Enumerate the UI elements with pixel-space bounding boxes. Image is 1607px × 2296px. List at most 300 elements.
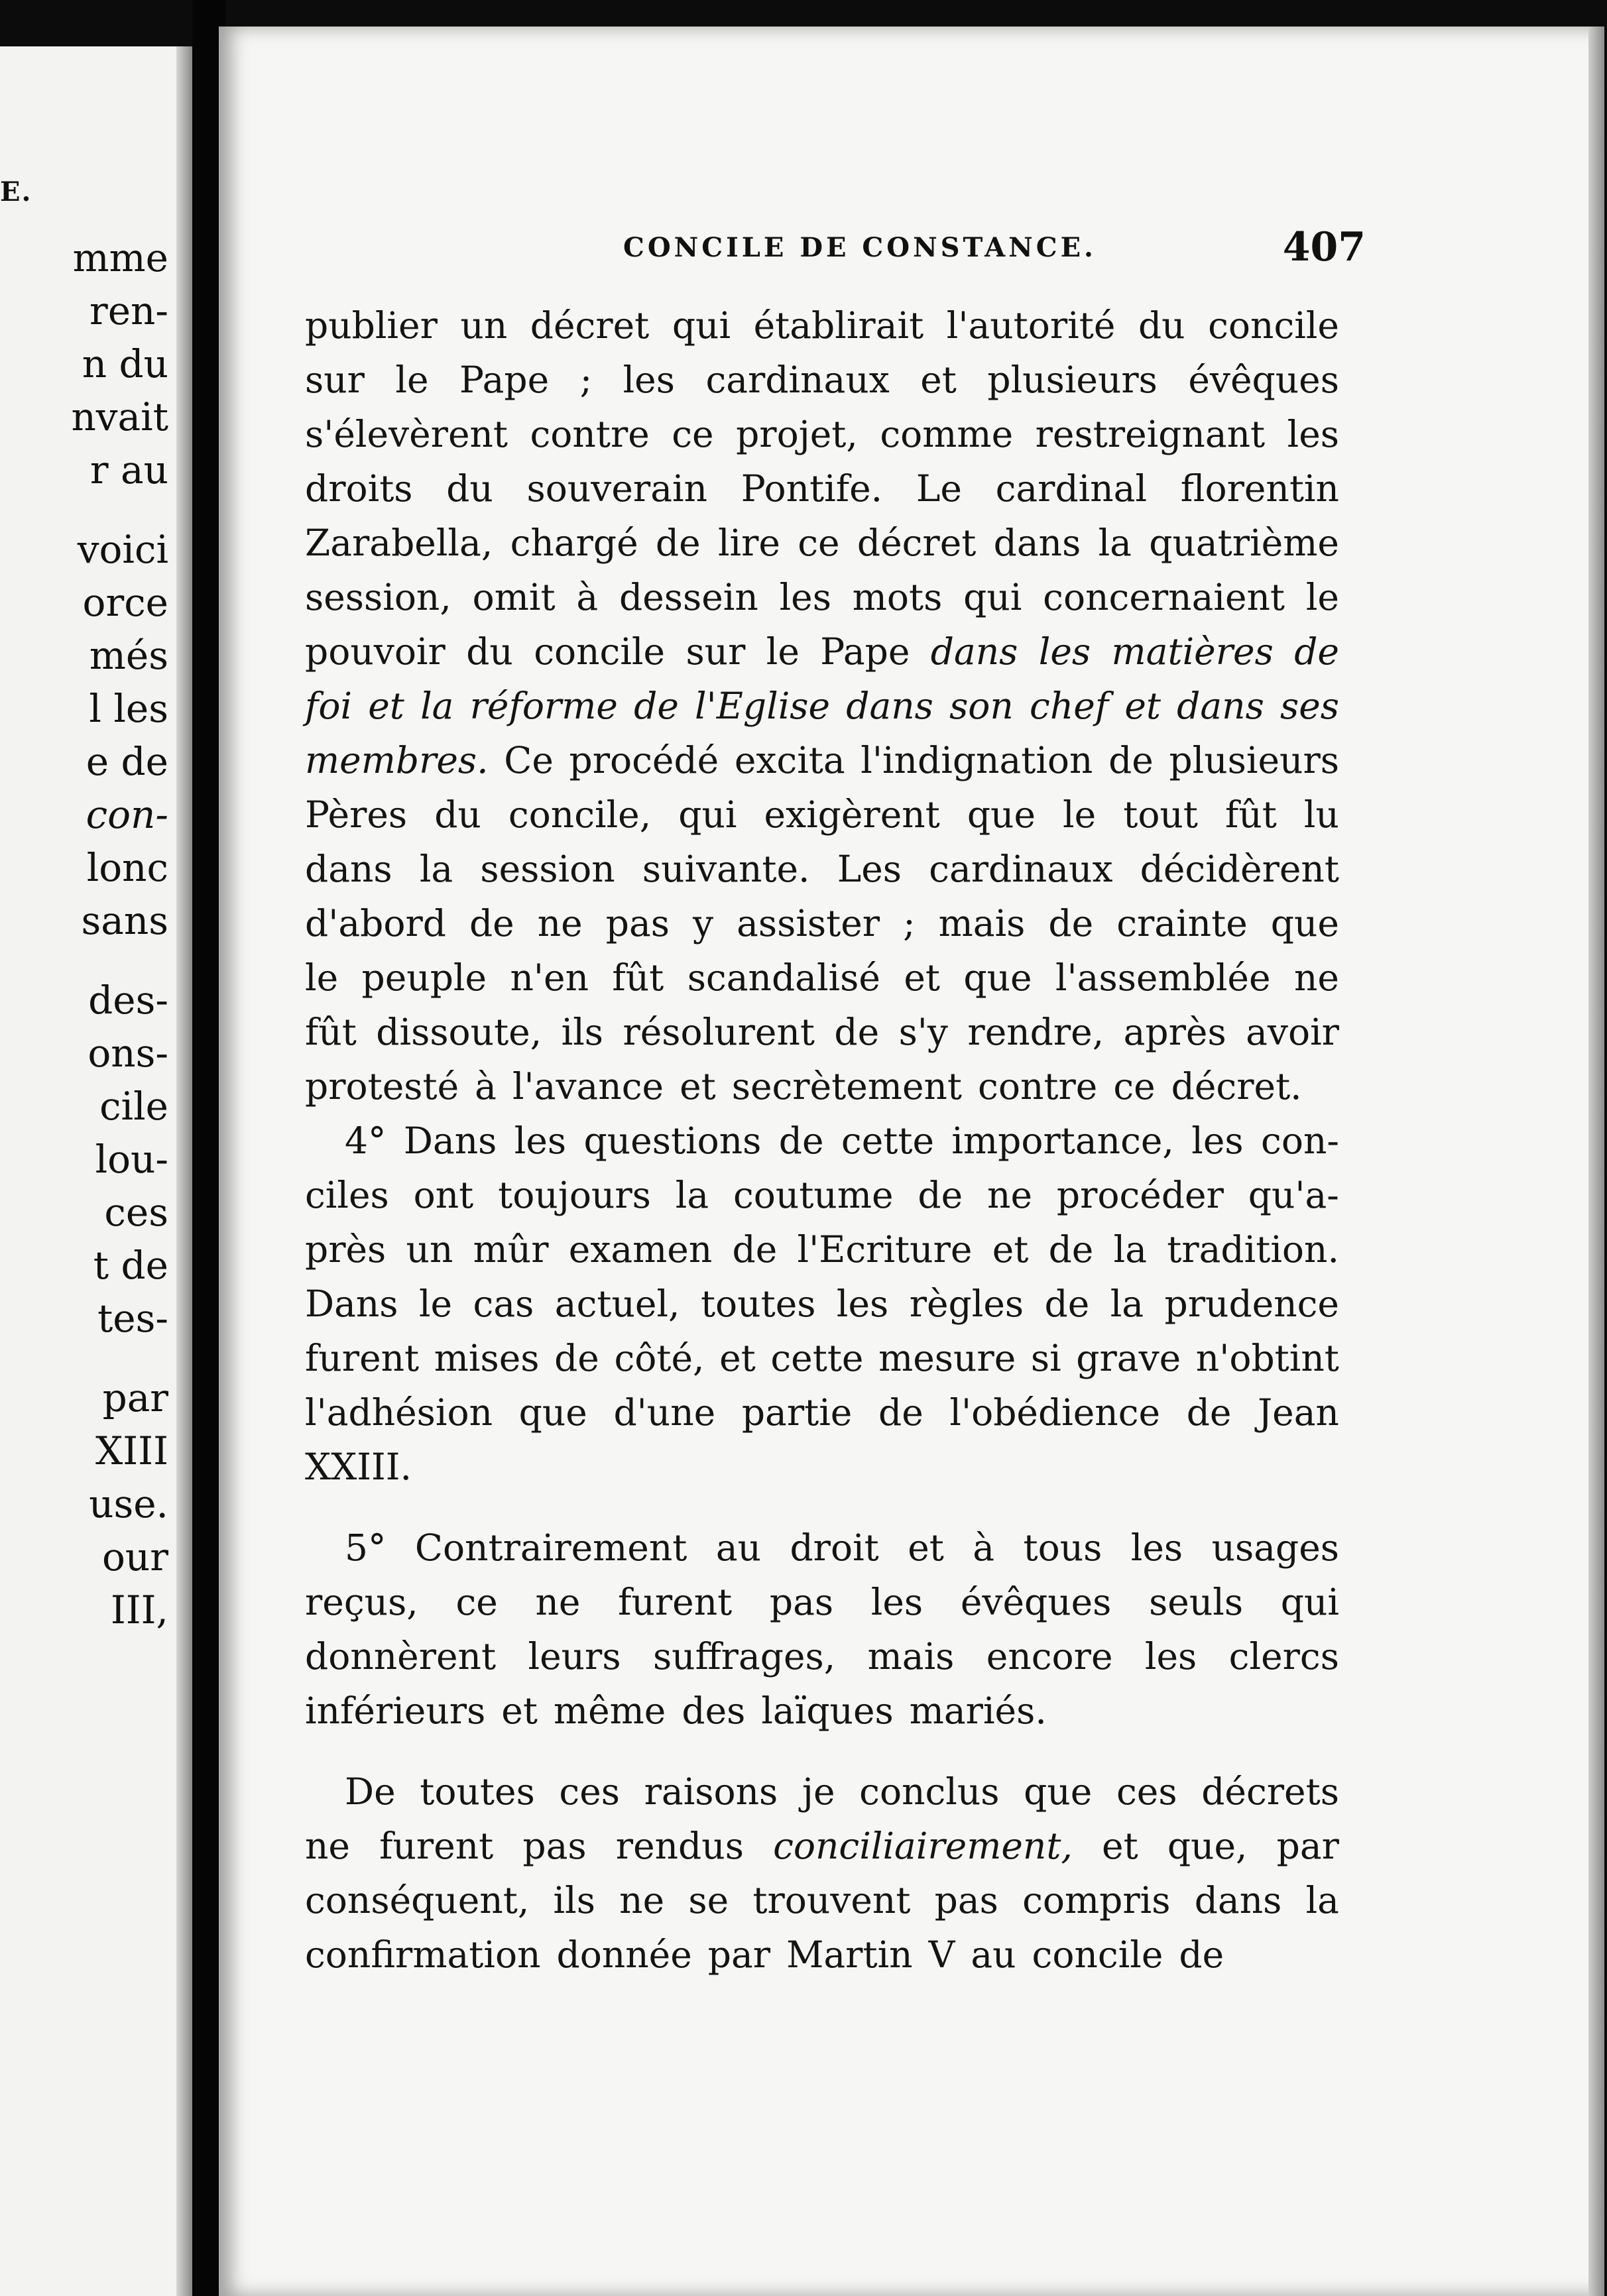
- word: le: [395, 359, 429, 401]
- word: encore: [986, 1635, 1113, 1678]
- book-page: [219, 27, 1604, 2296]
- word: XXIII.: [305, 1446, 412, 1488]
- word: lire: [717, 522, 780, 564]
- word: ils: [553, 1879, 595, 1922]
- word: qui: [672, 304, 731, 347]
- word: un: [460, 304, 508, 347]
- previous-page-gutter: [176, 46, 192, 2296]
- word: ne: [537, 902, 583, 945]
- word: ont: [413, 1174, 474, 1216]
- word: tous: [1023, 1526, 1102, 1569]
- word: et: [501, 1690, 538, 1732]
- text-line: [305, 1521, 1339, 1575]
- word: et: [368, 685, 404, 727]
- word: cette: [841, 1119, 935, 1162]
- word: 5°: [345, 1526, 387, 1569]
- word: le: [1063, 793, 1097, 836]
- text-line: [305, 1764, 1339, 1819]
- word: projet,: [736, 413, 858, 455]
- word: protesté: [305, 1065, 459, 1108]
- word: des: [682, 1690, 746, 1732]
- word: établirait: [753, 304, 924, 347]
- running-title: CONCILE DE CONSTANCE.: [623, 232, 1097, 263]
- word: l'adhésion: [305, 1391, 493, 1434]
- word: l'indignation: [861, 739, 1093, 781]
- word: donnèrent: [305, 1635, 497, 1678]
- word: dans: [305, 848, 392, 890]
- previous-page-fragment: III,: [110, 1587, 168, 1633]
- word: décret: [857, 522, 977, 564]
- word: de: [634, 685, 679, 727]
- word: con-: [1261, 1119, 1339, 1162]
- word: règles: [909, 1283, 1024, 1325]
- word: les: [779, 576, 831, 618]
- word: que: [963, 956, 1032, 999]
- word: décrets: [1201, 1770, 1339, 1813]
- text-line: [305, 1059, 1339, 1114]
- text-line: [305, 787, 1339, 842]
- word: ce: [1113, 1065, 1156, 1108]
- word: mûr: [473, 1228, 549, 1271]
- word: évêques: [1188, 359, 1339, 401]
- previous-page-fragment: use.: [89, 1481, 168, 1526]
- word: que: [1024, 1770, 1093, 1813]
- word: fût: [612, 956, 664, 999]
- word: dans: [1194, 1879, 1282, 1922]
- previous-page-fragment: cile: [99, 1084, 168, 1129]
- word: compris: [1022, 1879, 1171, 1922]
- word: de: [655, 522, 701, 564]
- word: session,: [305, 576, 451, 618]
- word: que: [518, 1391, 587, 1434]
- word: réforme: [469, 685, 618, 727]
- word: que: [967, 793, 1036, 836]
- word: et: [908, 1526, 944, 1569]
- previous-page-fragment: mme: [72, 235, 168, 280]
- word: questions: [583, 1119, 762, 1162]
- text-line: [305, 1168, 1339, 1222]
- word: publier: [305, 304, 438, 347]
- word: qui: [678, 793, 737, 836]
- word: après: [1123, 1011, 1226, 1053]
- word: la: [419, 848, 453, 890]
- word: qui: [963, 576, 1022, 618]
- word: florentin: [1180, 467, 1339, 510]
- word: assister: [737, 902, 880, 945]
- word: un: [406, 1228, 453, 1271]
- previous-page-fragment: tes-: [97, 1296, 168, 1341]
- word: ces: [559, 1770, 620, 1813]
- word: ne: [1293, 956, 1339, 999]
- word: confirmation: [305, 1933, 541, 1976]
- text-line: [305, 1819, 1339, 1873]
- word: plusieurs: [1169, 739, 1339, 781]
- word: par: [707, 1933, 771, 1976]
- word: trouvent: [752, 1879, 911, 1922]
- word: Pape: [820, 630, 910, 673]
- word: usages: [1211, 1526, 1339, 1569]
- word: 4°: [345, 1119, 387, 1162]
- text-line: [305, 298, 1339, 353]
- word: que,: [1167, 1825, 1248, 1867]
- word: n'en: [510, 956, 589, 999]
- previous-page-fragment: lonc: [86, 845, 168, 890]
- word: le: [418, 1283, 453, 1325]
- word: si: [1030, 1337, 1061, 1379]
- word: tradition.: [1167, 1228, 1339, 1271]
- word: ;: [903, 902, 916, 945]
- word: à: [576, 576, 599, 618]
- word: ce: [672, 413, 714, 455]
- word: matières: [1111, 630, 1274, 673]
- word: procéder: [1056, 1174, 1224, 1216]
- previous-page-fragment: r au: [89, 447, 168, 492]
- word: le: [766, 630, 800, 673]
- word: omit: [472, 576, 556, 618]
- page-edge: [1588, 27, 1604, 2296]
- text-line: [305, 461, 1339, 516]
- word: ne: [619, 1879, 665, 1922]
- word: du: [1138, 304, 1185, 347]
- previous-page-fragment: con-: [86, 792, 168, 837]
- word: s'élevèrent: [305, 413, 508, 455]
- word: souverain: [526, 467, 708, 510]
- word: Le: [916, 467, 962, 510]
- word: de: [1048, 902, 1094, 945]
- previous-page-fragment: e de: [86, 739, 168, 784]
- word: examen: [568, 1228, 713, 1271]
- word: y: [692, 902, 714, 945]
- word: cardinaux: [929, 848, 1113, 890]
- word: De: [345, 1770, 396, 1813]
- word: secrètement: [731, 1065, 963, 1108]
- word: d'une: [613, 1391, 716, 1434]
- word: du: [446, 467, 493, 510]
- word: suffrages,: [652, 1635, 836, 1678]
- word: partie: [741, 1391, 853, 1434]
- word: crainte: [1116, 902, 1248, 945]
- word: V: [928, 1933, 955, 1976]
- word: de: [778, 1119, 824, 1162]
- word: dans: [993, 522, 1081, 564]
- word: s'y: [898, 1011, 948, 1053]
- word: conciliairement,: [773, 1825, 1073, 1867]
- previous-page-fragment: par: [102, 1375, 168, 1420]
- body-text: [305, 298, 1339, 1982]
- previous-page-fragment: ons-: [88, 1031, 168, 1076]
- previous-page-fragment: l les: [89, 686, 168, 731]
- word: à: [973, 1526, 995, 1569]
- word: l'Ecriture: [797, 1228, 973, 1271]
- word: rendre,: [967, 1011, 1104, 1053]
- word: Dans: [305, 1283, 398, 1325]
- previous-page-fragment: des-: [88, 978, 168, 1023]
- word: dans: [930, 630, 1018, 673]
- word: que: [1270, 902, 1339, 945]
- text-line: [305, 570, 1339, 624]
- word: se: [688, 1879, 729, 1922]
- previous-page-fragment: n du: [82, 341, 168, 386]
- word: l'Eglise: [695, 685, 831, 727]
- text-line: [305, 1684, 1339, 1738]
- word: Pape: [459, 359, 550, 401]
- word: ;: [579, 359, 593, 401]
- word: le: [305, 956, 339, 999]
- word: décidèrent: [1140, 848, 1339, 890]
- text-line: [305, 1440, 1339, 1494]
- word: restreignant: [1035, 413, 1266, 455]
- word: près: [305, 1228, 387, 1271]
- word: dans: [846, 685, 933, 727]
- previous-page-text: [0, 46, 174, 2296]
- word: son: [949, 685, 1014, 727]
- word: leurs: [528, 1635, 621, 1678]
- word: et: [680, 1065, 716, 1108]
- word: sur: [685, 630, 746, 673]
- word: cas: [473, 1283, 534, 1325]
- text-line: [305, 1005, 1339, 1059]
- word: de: [1108, 739, 1154, 781]
- word: rendus: [615, 1825, 744, 1867]
- word: contre: [530, 413, 650, 455]
- word: de: [1044, 1283, 1090, 1325]
- word: Martin: [786, 1933, 913, 1976]
- word: ces: [1116, 1770, 1177, 1813]
- paragraph-gap: [305, 1738, 1339, 1764]
- word: à: [475, 1065, 497, 1108]
- word: toutes: [700, 1283, 816, 1325]
- word: session: [480, 848, 615, 890]
- word: donnée: [556, 1933, 692, 1976]
- word: ne: [305, 1825, 350, 1867]
- word: du: [466, 630, 513, 673]
- word: suivante.: [642, 848, 810, 890]
- word: fût: [305, 1011, 357, 1053]
- word: raisons: [644, 1770, 778, 1813]
- text-line: [305, 1927, 1339, 1982]
- word: ses: [1280, 685, 1339, 727]
- paragraph-gap: [305, 1494, 1339, 1521]
- word: tout: [1123, 793, 1198, 836]
- word: pas: [605, 902, 670, 945]
- word: les: [1038, 630, 1091, 673]
- word: mesure: [878, 1337, 1016, 1379]
- word: furent: [618, 1581, 733, 1623]
- word: fût: [1225, 793, 1277, 836]
- word: l'avance: [512, 1065, 664, 1108]
- word: chargé: [510, 522, 638, 564]
- word: ne: [987, 1174, 1033, 1216]
- word: lu: [1303, 793, 1339, 836]
- word: laïques: [761, 1690, 894, 1732]
- word: et: [904, 956, 940, 999]
- word: les: [870, 1581, 923, 1623]
- word: je: [802, 1770, 835, 1813]
- previous-page-fragment: our: [102, 1534, 168, 1579]
- word: ce: [455, 1581, 498, 1623]
- word: et: [992, 1228, 1029, 1271]
- word: mariés.: [909, 1690, 1047, 1732]
- word: concile: [1208, 304, 1339, 347]
- word: de: [1048, 1228, 1094, 1271]
- text-line: [305, 1385, 1339, 1440]
- word: mises: [434, 1337, 540, 1379]
- word: seuls: [1149, 1581, 1244, 1623]
- word: résolurent: [623, 1011, 815, 1053]
- word: conséquent,: [305, 1879, 530, 1922]
- word: sur: [305, 359, 365, 401]
- text-line: [305, 1114, 1339, 1168]
- word: pas: [522, 1825, 587, 1867]
- word: grave: [1076, 1337, 1181, 1379]
- word: les: [623, 359, 675, 401]
- word: de: [469, 902, 514, 945]
- word: toutes: [420, 1770, 535, 1813]
- previous-page-fragment: E.: [0, 176, 32, 207]
- word: furent: [305, 1337, 420, 1379]
- word: les: [1130, 1526, 1183, 1569]
- word: scandalisé: [687, 956, 880, 999]
- text-line: [305, 1222, 1339, 1277]
- word: cardinaux: [705, 359, 890, 401]
- word: droit: [790, 1526, 879, 1569]
- word: conclus: [859, 1770, 1000, 1813]
- word: de: [1179, 1933, 1224, 1976]
- word: Pontife.: [741, 467, 883, 510]
- previous-page-fragment: XIII: [95, 1428, 168, 1473]
- word: cardinal: [995, 467, 1148, 510]
- text-line: [305, 1277, 1339, 1331]
- word: Jean: [1258, 1391, 1339, 1434]
- word: contre: [978, 1065, 1098, 1108]
- word: décret: [530, 304, 650, 347]
- word: inférieurs: [305, 1690, 486, 1732]
- word: d'abord: [305, 902, 446, 945]
- word: du: [434, 793, 481, 836]
- word: droits: [305, 467, 413, 510]
- word: le: [1305, 576, 1339, 618]
- word: et: [1124, 685, 1161, 727]
- previous-page-fragment: nvait: [71, 394, 168, 439]
- word: concile: [1032, 1933, 1163, 1976]
- word: chef: [1030, 685, 1109, 727]
- text-line: [305, 679, 1339, 733]
- word: concile,: [508, 793, 652, 836]
- previous-page-fragment: orce: [82, 580, 168, 625]
- text-line: [305, 733, 1339, 787]
- word: les: [1144, 1635, 1197, 1678]
- word: de: [1294, 630, 1339, 673]
- word: de: [1186, 1391, 1232, 1434]
- word: concile: [534, 630, 666, 673]
- word: Zarabella,: [305, 522, 493, 564]
- text-line: [305, 896, 1339, 950]
- previous-page-fragment: t de: [93, 1243, 168, 1288]
- word: côté,: [614, 1337, 705, 1379]
- text-line: [305, 1575, 1339, 1629]
- word: l'autorité: [946, 304, 1116, 347]
- word: ciles: [305, 1174, 389, 1216]
- text-line: [305, 624, 1339, 679]
- word: peuple: [361, 956, 487, 999]
- word: et: [920, 359, 957, 401]
- word: pas: [769, 1581, 834, 1623]
- word: les: [514, 1119, 567, 1162]
- word: reçus,: [305, 1581, 418, 1623]
- word: l'obédience: [949, 1391, 1161, 1434]
- text-line: [305, 842, 1339, 896]
- word: actuel,: [554, 1283, 680, 1325]
- word: de: [834, 1011, 880, 1053]
- word: au: [971, 1933, 1016, 1976]
- word: n'obtint: [1195, 1337, 1339, 1379]
- previous-page-fragment: més: [89, 633, 168, 678]
- word: avoir: [1246, 1011, 1339, 1053]
- word: ce: [798, 522, 840, 564]
- previous-page-fragment: ren-: [89, 288, 168, 333]
- text-line: [305, 353, 1339, 407]
- text-line: [305, 407, 1339, 461]
- word: la: [420, 685, 454, 727]
- word: pouvoir: [305, 630, 446, 673]
- word: la: [675, 1174, 709, 1216]
- word: mots: [852, 576, 943, 618]
- word: les: [1287, 413, 1339, 455]
- word: prudence: [1164, 1283, 1339, 1325]
- word: au: [715, 1526, 762, 1569]
- word: cette: [770, 1337, 864, 1379]
- word: dessein: [619, 576, 758, 618]
- word: foi: [305, 685, 353, 727]
- word: clercs: [1228, 1635, 1339, 1678]
- word: pas: [934, 1879, 998, 1922]
- word: comme: [880, 413, 1014, 455]
- text-line: [305, 516, 1339, 570]
- word: de: [554, 1337, 599, 1379]
- text-line: [305, 950, 1339, 1005]
- word: la: [1113, 1228, 1147, 1271]
- word: ils: [561, 1011, 604, 1053]
- previous-page-strip: [0, 46, 192, 2296]
- previous-page-fragment: sans: [81, 898, 168, 943]
- word: la: [1110, 1283, 1144, 1325]
- word: membres.: [305, 739, 489, 781]
- word: Dans: [403, 1119, 497, 1162]
- word: même: [553, 1690, 666, 1732]
- word: procédé: [569, 739, 719, 781]
- page-number: 407: [1282, 224, 1366, 270]
- word: qui: [1280, 1581, 1339, 1623]
- word: Pères: [305, 793, 408, 836]
- word: mais: [867, 1635, 955, 1678]
- word: toujours: [498, 1174, 651, 1216]
- text-line: [305, 1331, 1339, 1385]
- word: dissoute,: [376, 1011, 542, 1053]
- word: coutume: [733, 1174, 894, 1216]
- word: décret.: [1171, 1065, 1302, 1108]
- word: la: [1305, 1879, 1339, 1922]
- word: et: [719, 1337, 756, 1379]
- word: quatrième: [1149, 522, 1339, 564]
- word: qu'a-: [1248, 1174, 1339, 1216]
- word: de: [732, 1228, 778, 1271]
- word: de: [878, 1391, 923, 1434]
- word: ne: [535, 1581, 581, 1623]
- word: les: [1191, 1119, 1244, 1162]
- word: Contrairement: [414, 1526, 687, 1569]
- word: importance,: [951, 1119, 1174, 1162]
- previous-page-fragment: voici: [77, 527, 168, 572]
